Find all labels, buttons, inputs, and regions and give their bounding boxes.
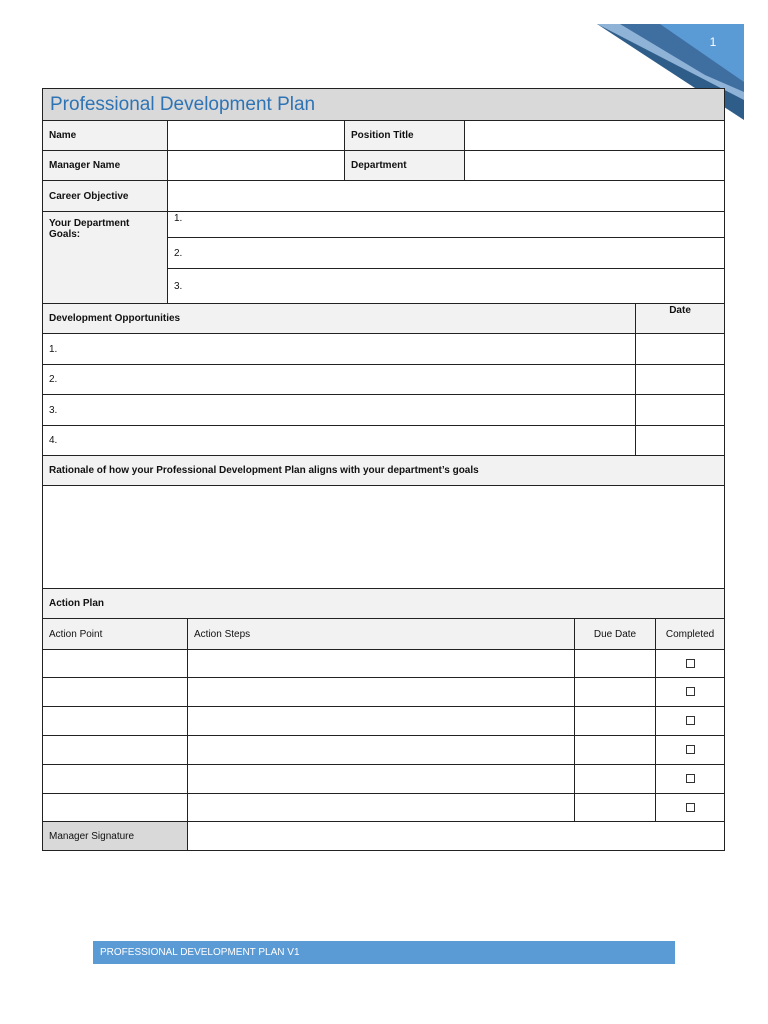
department-goal-1[interactable]: 1. [168, 212, 725, 238]
completed-cell [656, 650, 725, 678]
action-steps-cell[interactable] [188, 765, 575, 794]
due-date-cell[interactable] [575, 707, 656, 736]
opportunity-date-1[interactable] [636, 334, 725, 365]
opportunity-row-1[interactable]: 1. [43, 334, 636, 365]
name-field[interactable] [168, 121, 345, 151]
opportunity-date-4[interactable] [636, 426, 725, 456]
action-point-cell[interactable] [43, 794, 188, 822]
action-point-cell[interactable] [43, 765, 188, 794]
action-steps-cell[interactable] [188, 794, 575, 822]
page-number: 1 [709, 35, 717, 49]
completed-cell [656, 765, 725, 794]
development-plan-form [42, 88, 725, 851]
completed-cell [656, 794, 725, 822]
position-title-field[interactable] [465, 121, 725, 151]
due-date-cell[interactable] [575, 650, 656, 678]
department-goal-2[interactable]: 2. [168, 238, 725, 269]
action-steps-cell[interactable] [188, 736, 575, 765]
due-date-cell[interactable] [575, 765, 656, 794]
due-date-cell[interactable] [575, 678, 656, 707]
completed-cell [656, 678, 725, 707]
action-plan-label: Action Plan [43, 589, 725, 619]
table-row [43, 736, 725, 765]
manager-signature-label: Manager Signature [43, 822, 188, 851]
due-date-header: Due Date [575, 619, 656, 650]
completed-checkbox[interactable] [686, 745, 695, 754]
action-steps-header: Action Steps [188, 619, 575, 650]
department-label: Department [345, 151, 465, 181]
action-point-cell[interactable] [43, 736, 188, 765]
table-row [43, 794, 725, 822]
opportunity-row-4[interactable]: 4. [43, 426, 636, 456]
table-row [43, 707, 725, 736]
manager-name-label: Manager Name [43, 151, 168, 181]
development-opportunities-label: Development Opportunities [43, 304, 636, 334]
opportunity-date-2[interactable] [636, 365, 725, 395]
department-field[interactable] [465, 151, 725, 181]
table-row [43, 678, 725, 707]
table-row [43, 765, 725, 794]
opportunity-row-3[interactable]: 3. [43, 395, 636, 426]
action-steps-cell[interactable] [188, 678, 575, 707]
action-steps-cell[interactable] [188, 707, 575, 736]
completed-checkbox[interactable] [686, 659, 695, 668]
action-point-cell[interactable] [43, 650, 188, 678]
due-date-cell[interactable] [575, 794, 656, 822]
form-title: Professional Development Plan [43, 89, 725, 121]
completed-cell [656, 707, 725, 736]
department-goal-3[interactable]: 3. [168, 269, 725, 304]
manager-signature-field[interactable] [188, 822, 725, 851]
completed-checkbox[interactable] [686, 803, 695, 812]
table-row [43, 650, 725, 678]
action-point-header: Action Point [43, 619, 188, 650]
rationale-field[interactable] [43, 486, 725, 589]
date-label: Date [636, 304, 725, 334]
completed-cell [656, 736, 725, 765]
position-title-label: Position Title [345, 121, 465, 151]
completed-checkbox[interactable] [686, 774, 695, 783]
rationale-label: Rationale of how your Professional Development Plan aligns with your department’s goals [43, 456, 725, 486]
opportunity-date-3[interactable] [636, 395, 725, 426]
action-steps-cell[interactable] [188, 650, 575, 678]
action-point-cell[interactable] [43, 707, 188, 736]
opportunity-row-2[interactable]: 2. [43, 365, 636, 395]
career-objective-field[interactable] [168, 181, 725, 212]
manager-name-field[interactable] [168, 151, 345, 181]
due-date-cell[interactable] [575, 736, 656, 765]
name-label: Name [43, 121, 168, 151]
action-point-cell[interactable] [43, 678, 188, 707]
completed-checkbox[interactable] [686, 716, 695, 725]
completed-checkbox[interactable] [686, 687, 695, 696]
department-goals-label: Your Department Goals: [43, 212, 168, 304]
completed-header: Completed [656, 619, 725, 650]
career-objective-label: Career Objective [43, 181, 168, 212]
footer-bar: PROFESSIONAL DEVELOPMENT PLAN V1 [93, 941, 675, 964]
